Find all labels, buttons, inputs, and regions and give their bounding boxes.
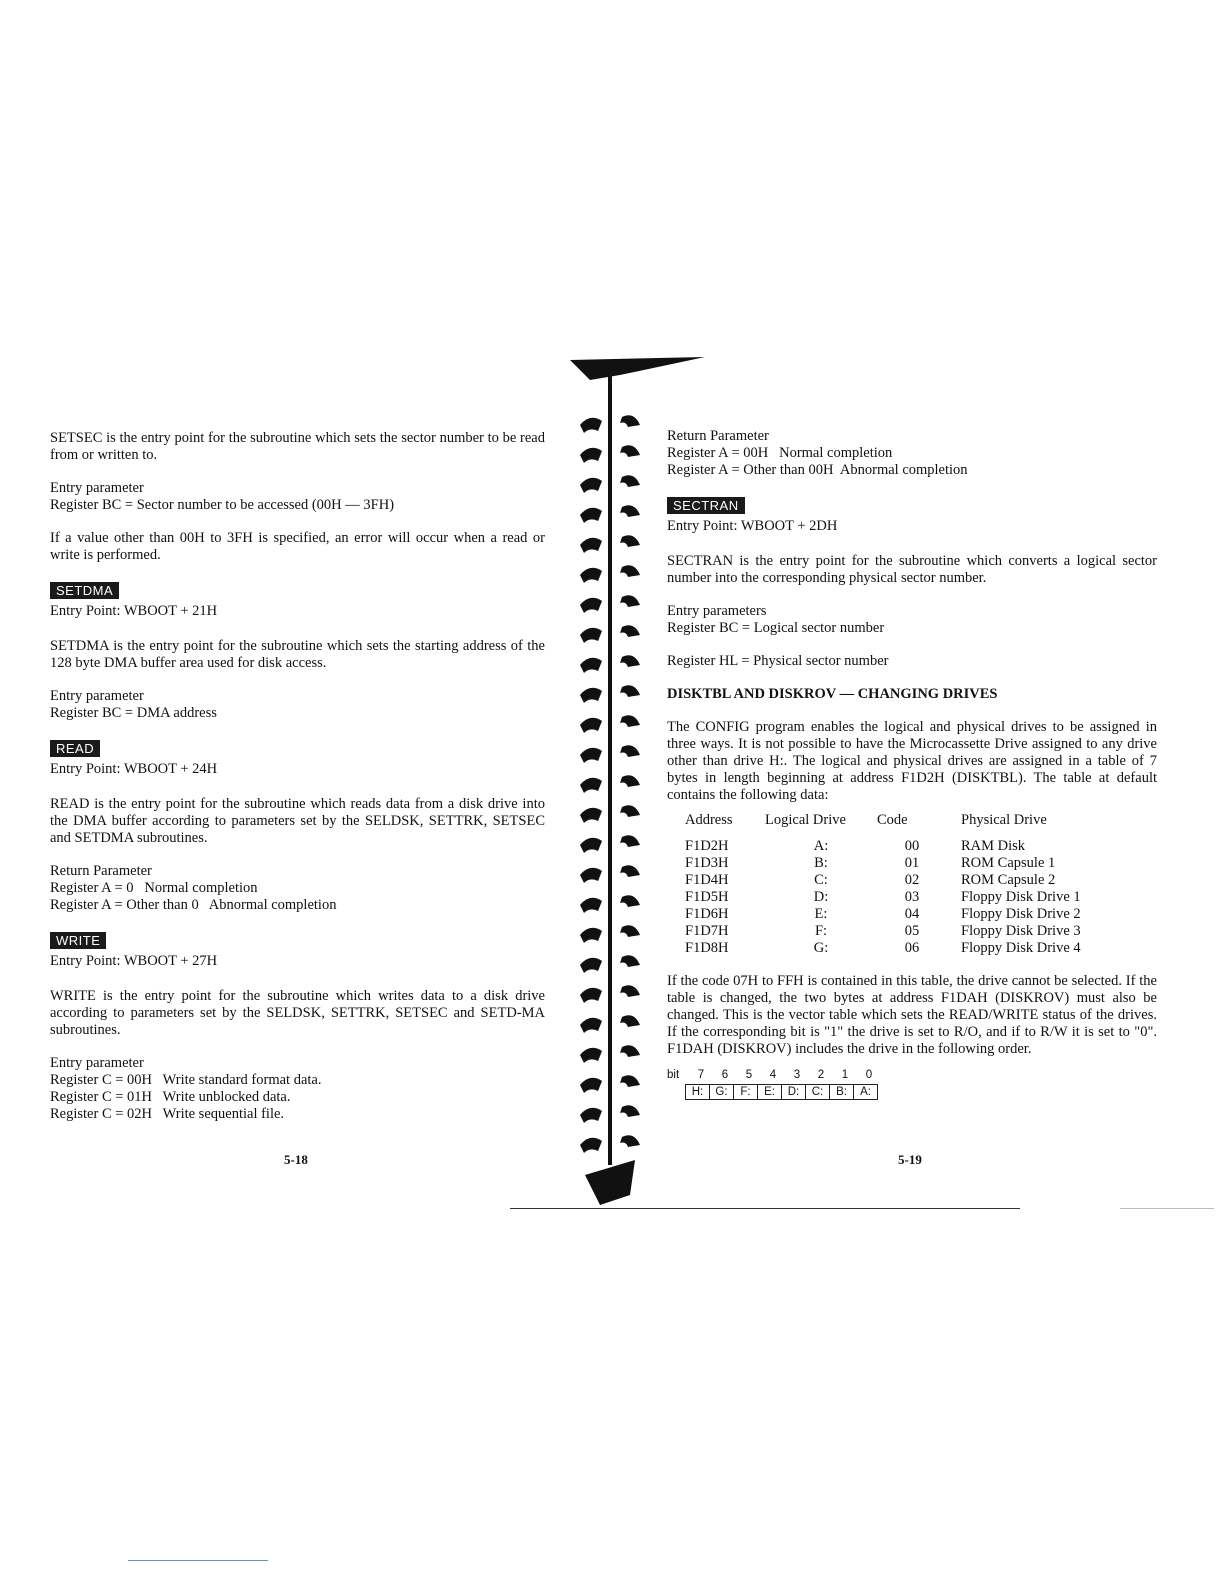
cell-physical: ROM Capsule 1: [961, 855, 1056, 871]
write-entry-point: Entry Point: WBOOT + 27H: [50, 953, 218, 969]
setsec-error-note: If a value other than 00H to 3FH is specified, an error will occur when a read or write is performed.: [50, 530, 545, 563]
bit-number: 5: [745, 1069, 753, 1081]
setdma-entry-heading: Entry parameter: [50, 688, 144, 704]
cell-physical: Floppy Disk Drive 3: [961, 923, 1081, 939]
cell-code: 01: [904, 855, 920, 871]
read-label: READ: [50, 740, 100, 757]
write-entry-heading: Entry parameter: [50, 1055, 144, 1071]
drive-table: [679, 812, 1121, 957]
sectran-entry-point: Entry Point: WBOOT + 2DH: [667, 518, 838, 534]
cell-code: 05: [904, 923, 920, 939]
sectran-description: SECTRAN is the entry point for the subroutine which converts a logical sector number into the corresponding physical sector number.: [667, 553, 1157, 586]
table-row: [679, 923, 1121, 940]
setdma-entry-point: Entry Point: WBOOT + 21H: [50, 603, 218, 619]
col-logical-drive: Logical Drive: [765, 812, 846, 828]
cell-physical: Floppy Disk Drive 1: [961, 889, 1081, 905]
table-row: [679, 855, 1121, 872]
cell-code: 03: [904, 889, 920, 905]
col-address: Address: [685, 812, 733, 828]
setdma-entry-register: Register BC = DMA address: [50, 705, 217, 721]
setsec-description: SETSEC is the entry point for the subroutine which sets the sector number to be read from or written to.: [50, 430, 545, 463]
table-row: [679, 838, 1121, 855]
cell-code: 02: [904, 872, 920, 888]
disktbl-heading: DISKTBL AND DISKROV — CHANGING DRIVES: [667, 686, 998, 702]
cell-logical: A:: [813, 838, 829, 854]
table-row: [679, 872, 1121, 889]
bit-number: 4: [769, 1069, 777, 1081]
bit-number: 0: [865, 1069, 873, 1081]
bit-number: 1: [841, 1069, 849, 1081]
return-normal: Register A = 00H Normal completion: [667, 445, 893, 461]
setsec-entry-register: Register BC = Sector number to be accessed (00H — 3FH): [50, 497, 395, 513]
cell-logical: C:: [814, 872, 828, 888]
right-page-number: 5-19: [898, 1152, 922, 1167]
write-description: WRITE is the entry point for the subroutine which writes data to a disk drive according to parameters set by the SELDSK, SETTRK, SETSEC and SETD-MA subroutines.: [50, 988, 545, 1038]
read-description: READ is the entry point for the subroutine which reads data from a disk drive into the DMA buffer according to parameters set by the SELDSK, SETTRK, SETSEC and SETDMA subroutines.: [50, 796, 545, 846]
cell-logical: F:: [814, 923, 828, 939]
diskrov-description: If the code 07H to FFH is contained in this table, the drive cannot be selected. If the table is changed, the two bytes at address F1DAH (DISKROV) must also be changed. This is the vector table which sets the READ/WRITE status of the drives. If the corresponding bit is "1" the drive is set to R/O, and if to R/W it is set to "0". F1DAH (DISKROV) includes the drive in the following order.: [667, 973, 1157, 1057]
setdma-description: SETDMA is the entry point for the subroutine which sets the starting address of the 128 byte DMA buffer area used for disk access.: [50, 638, 545, 671]
cell-address: F1D5H: [685, 889, 729, 905]
bit-drive-row: [685, 1084, 878, 1100]
left-page-number: 5-18: [284, 1152, 308, 1167]
read-entry-point: Entry Point: WBOOT + 24H: [50, 761, 218, 777]
write-param-sequential: Register C = 02H Write sequential file.: [50, 1106, 285, 1122]
setsec-entry-heading: Entry parameter: [50, 480, 144, 496]
write-param-unblocked: Register C = 01H Write unblocked data.: [50, 1089, 291, 1105]
bit-diagram: [667, 1070, 1157, 1100]
bit-drive-cell: D:: [781, 1085, 805, 1099]
write-param-standard: Register C = 00H Write standard format data.: [50, 1072, 322, 1088]
cell-physical: Floppy Disk Drive 4: [961, 940, 1081, 956]
table-row: [679, 906, 1121, 923]
cell-code: 00: [904, 838, 920, 854]
cell-logical: E:: [814, 906, 828, 922]
cell-physical: ROM Capsule 2: [961, 872, 1056, 888]
table-row: [679, 940, 1121, 957]
bit-number: 7: [697, 1069, 705, 1081]
bottom-edge-line-right: [1120, 1208, 1214, 1209]
bit-number: 3: [793, 1069, 801, 1081]
bit-drive-cell: B:: [829, 1085, 853, 1099]
setdma-label: SETDMA: [50, 582, 119, 599]
cell-address: F1D8H: [685, 940, 729, 956]
cell-logical: D:: [813, 889, 829, 905]
sectran-label: SECTRAN: [667, 497, 745, 514]
bit-drive-cell: E:: [757, 1085, 781, 1099]
cell-address: F1D2H: [685, 838, 729, 854]
bit-drive-cell: C:: [805, 1085, 829, 1099]
cell-address: F1D6H: [685, 906, 729, 922]
return-heading: Return Parameter: [667, 428, 769, 444]
read-return-normal: Register A = 0 Normal completion: [50, 880, 258, 896]
cell-logical: G:: [813, 940, 829, 956]
cell-physical: RAM Disk: [961, 838, 1026, 854]
table-row: [679, 889, 1121, 906]
bit-drive-cell: H:: [691, 1086, 704, 1098]
cell-code: 04: [904, 906, 920, 922]
sectran-return-register: Register HL = Physical sector number: [667, 653, 889, 669]
bit-number-row: [667, 1070, 1157, 1084]
cell-code: 06: [904, 940, 920, 956]
sectran-entry-register: Register BC = Logical sector number: [667, 620, 885, 636]
bit-number: 6: [721, 1069, 729, 1081]
bit-drive-cell: G:: [709, 1085, 733, 1099]
left-page: [50, 430, 545, 1123]
disktbl-description: The CONFIG program enables the logical and physical drives to be assigned in three ways. It is not possible to have the Microcassette Drive assigned to any drive other than drive H:. The logical and physical drives are assigned in a table of 7 bytes in length beginning at address F1D2H (DISKTBL). The table at default contains the following data:: [667, 719, 1157, 803]
col-physical-drive: Physical Drive: [961, 812, 1047, 828]
right-page: [667, 428, 1157, 1100]
cell-physical: Floppy Disk Drive 2: [961, 906, 1081, 922]
bit-drive-cell: A:: [853, 1085, 877, 1099]
read-return-abnormal: Register A = Other than 0 Abnormal completion: [50, 897, 337, 913]
bit-number: 2: [817, 1069, 825, 1081]
cell-address: F1D4H: [685, 872, 729, 888]
cell-address: F1D7H: [685, 923, 729, 939]
cell-logical: B:: [814, 855, 828, 871]
write-label: WRITE: [50, 932, 106, 949]
scan-artifact-line: [128, 1560, 268, 1561]
cell-address: F1D3H: [685, 855, 729, 871]
bottom-edge-line: [510, 1208, 1020, 1209]
read-return-heading: Return Parameter: [50, 863, 152, 879]
bit-word: bit: [667, 1069, 680, 1081]
return-abnormal: Register A = Other than 00H Abnormal completion: [667, 462, 968, 478]
bit-drive-cell: F:: [733, 1085, 757, 1099]
sectran-entry-heading: Entry parameters: [667, 603, 767, 619]
col-code: Code: [877, 812, 908, 828]
